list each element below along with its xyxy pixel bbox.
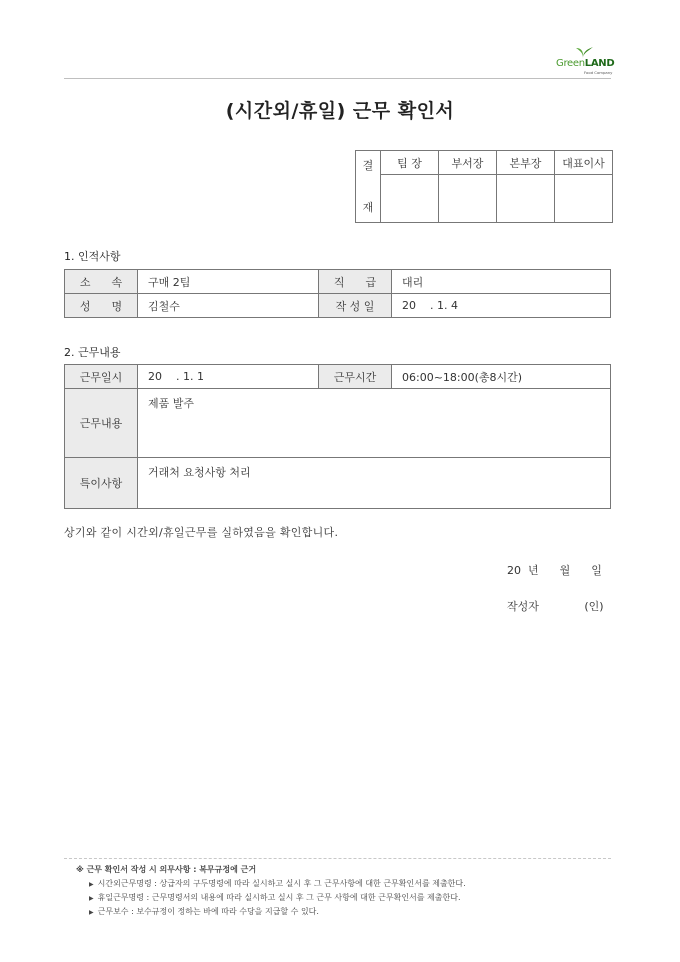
- logo-subtitle: Food Company: [584, 70, 613, 75]
- approval-table: [355, 150, 613, 223]
- approval-sign-team-lead[interactable]: [381, 175, 439, 223]
- logo-text-green: Green: [556, 58, 585, 69]
- approval-sign-ceo[interactable]: [555, 175, 613, 223]
- table-row: [65, 365, 611, 389]
- work-details-table: [64, 364, 611, 509]
- footnote-text: 휴일근무명령 : 근무명령서의 내용에 따라 실시하고 실시 후 그 근무 사항에 대한 근무확인서를 제출한다.: [97, 893, 461, 902]
- logo-text-land: LAND: [584, 58, 615, 69]
- approval-role-division-head: 본부장: [497, 151, 555, 175]
- approval-role-ceo: 대표이사: [555, 151, 613, 175]
- section-work-title: 2. 근무내용: [64, 346, 121, 359]
- footnotes: [76, 864, 466, 920]
- bullet-triangle-icon: ▶: [89, 881, 94, 888]
- special-notes-label: 특이사항: [65, 458, 138, 509]
- greenland-logo: [552, 46, 615, 75]
- name-label: 성 명: [65, 294, 138, 318]
- logo-wordmark: [556, 58, 614, 69]
- footnote-item: [89, 878, 466, 889]
- work-date-label: 근무일시: [65, 365, 138, 389]
- signature-date-line: 20 년 월 일: [507, 564, 602, 577]
- affiliation-label: 소 속: [65, 270, 138, 294]
- header-divider: [64, 78, 611, 79]
- approval-sign-dept-head[interactable]: [439, 175, 497, 223]
- approval-sign-division-head[interactable]: [497, 175, 555, 223]
- footnote-item: [89, 906, 466, 917]
- footnote-text: 근무보수 : 보수규정이 정하는 바에 따라 수당을 지급할 수 있다.: [97, 907, 319, 916]
- written-date-value[interactable]: 20 . 1. 4: [392, 294, 611, 318]
- notes-divider: [64, 858, 611, 859]
- table-row: [65, 389, 611, 458]
- table-row: [65, 294, 611, 318]
- footnote-item: [89, 892, 466, 903]
- approval-label-bottom: 재: [362, 200, 374, 214]
- bullet-triangle-icon: ▶: [89, 895, 94, 902]
- work-time-value[interactable]: 06:00~18:00(총8시간): [392, 365, 611, 389]
- approval-label-top: 결: [362, 158, 374, 172]
- footnote-text: 시간외근무명령 : 상급자의 구두명령에 따라 실시하고 실시 후 그 근무사항에 대한 근무확인서를 제출한다.: [97, 879, 466, 888]
- footnotes-title: ※ 근무 확인서 작성 시 의무사항 : 복무규정에 근거: [76, 865, 257, 874]
- confirmation-statement: 상기와 같이 시간외/휴일근무를 실하였음을 확인합니다.: [64, 526, 339, 539]
- name-value[interactable]: 김철수: [138, 294, 319, 318]
- personal-info-table: [64, 269, 611, 318]
- written-date-label: 작 성 일: [319, 294, 392, 318]
- approval-label: [356, 151, 381, 223]
- bullet-triangle-icon: ▶: [89, 909, 94, 916]
- special-notes-value[interactable]: 거래처 요청사항 처리: [138, 458, 611, 509]
- document-title: (시간외/휴일) 근무 확인서: [225, 100, 455, 122]
- table-row: [65, 458, 611, 509]
- work-time-label: 근무시간: [319, 365, 392, 389]
- work-date-value[interactable]: 20 . 1. 1: [138, 365, 319, 389]
- table-row: [65, 270, 611, 294]
- writer-signature-line: 작성자 (인): [507, 600, 604, 613]
- approval-role-team-lead: 팀 장: [381, 151, 439, 175]
- position-label: 직 급: [319, 270, 392, 294]
- position-value[interactable]: 대리: [392, 270, 611, 294]
- work-content-label: 근무내용: [65, 389, 138, 458]
- work-content-value[interactable]: 제품 발주: [138, 389, 611, 458]
- approval-role-dept-head: 부서장: [439, 151, 497, 175]
- affiliation-value[interactable]: 구매 2팀: [138, 270, 319, 294]
- section-personal-title: 1. 인적사항: [64, 250, 121, 263]
